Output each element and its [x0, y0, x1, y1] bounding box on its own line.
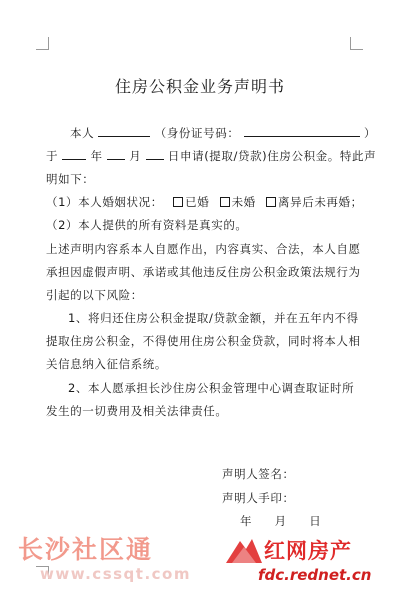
- rednet-logo-icon: [222, 533, 266, 567]
- line-name-id: [70, 125, 376, 141]
- year-blank: [62, 148, 86, 160]
- paragraph-line: 1、将归还住房公积金提取/贷款金额，并在五年内不得: [68, 311, 359, 325]
- fingerprint-label: 声明人手印：: [222, 491, 295, 505]
- text: 未婚: [231, 195, 256, 209]
- text: 日: [309, 514, 322, 528]
- signature-label: 声明人签名：: [222, 467, 295, 481]
- line-declare: 明如下：: [46, 172, 95, 186]
- watermark-cssqt-url: www.cssqt.com: [40, 565, 191, 583]
- id-number-blank: [244, 125, 360, 137]
- line-truth: （2）本人提供的所有资料是真实的。: [46, 218, 248, 232]
- text: 离异后未再婚；: [278, 195, 363, 209]
- paragraph-line: 提取住房公积金，不得使用住房公积金贷款，同时将本人相: [46, 334, 361, 348]
- text: 年: [90, 149, 103, 163]
- day-blank: [146, 148, 164, 160]
- text: 月: [129, 149, 142, 163]
- paragraph-line: 上述声明内容系本人自愿作出，内容真实、合法，本人自愿: [46, 242, 361, 256]
- date-line: [240, 513, 321, 529]
- married-checkbox: [173, 197, 183, 207]
- text: 年: [240, 514, 253, 528]
- text: 于: [46, 149, 59, 163]
- text: ）: [363, 126, 377, 140]
- paragraph-line: 发生的一切费用及相关法律责任。: [46, 404, 228, 418]
- paragraph-line: 引起的以下风险：: [46, 288, 143, 302]
- line-marital: [46, 194, 363, 210]
- text: 已婚: [185, 195, 210, 209]
- line-date: [46, 148, 376, 164]
- paragraph-line: 2、本人愿承担长沙住房公积金管理中心调查取证时所: [68, 381, 355, 395]
- text: 日申请(提取/贷款)住房公积金。特此声: [167, 149, 377, 163]
- crop-mark-top-left: [36, 37, 49, 50]
- paragraph-line: 承担因虚假声明、承诺或其他违反住房公积金政策法规行为: [46, 265, 361, 279]
- text: 月: [274, 514, 287, 528]
- month-blank: [107, 148, 125, 160]
- document-title: 住房公积金业务声明书: [114, 77, 285, 96]
- name-blank: [98, 125, 150, 137]
- divorced-checkbox: [266, 197, 276, 207]
- text: 本人: [70, 126, 95, 140]
- watermark-rednet: 红网房产: [264, 539, 352, 563]
- watermark-cssqt: 长沙社区通: [18, 535, 154, 564]
- paragraph-line: 关信息纳入征信系统。: [46, 357, 167, 371]
- text: （身份证号码：: [154, 126, 240, 140]
- crop-mark-top-right: [350, 37, 363, 50]
- text: （1）本人婚姻状况：: [46, 195, 163, 209]
- watermark-rednet-url: fdc.rednet.cn: [258, 566, 372, 584]
- unmarried-checkbox: [220, 197, 230, 207]
